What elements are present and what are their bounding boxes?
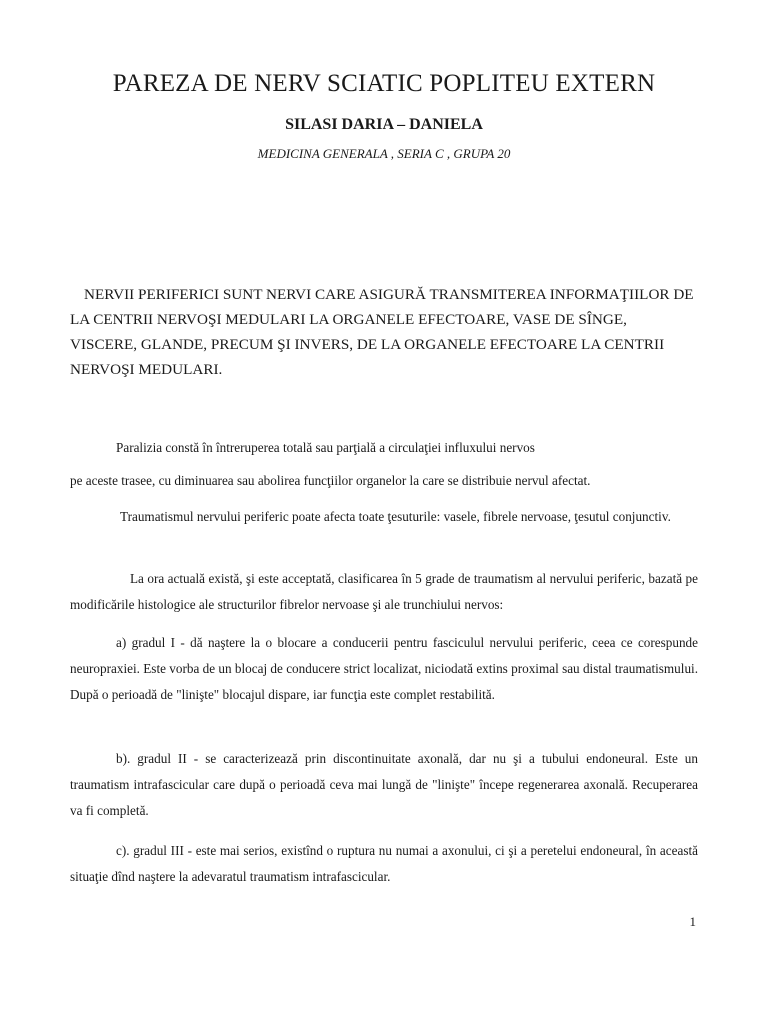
document-title: PAREZA DE NERV SCIATIC POPLITEU EXTERN (112, 70, 656, 97)
intro-line: VISCERE, GLANDE, PRECUM ŞI INVERS, DE LA ORGANELE EFECTOARE LA CENTRII (70, 336, 665, 353)
author-name: SILASI DARIA – DANIELA (285, 116, 483, 133)
intro-line: NERVII PERIFERICI SUNT NERVI CARE ASIGURĂ TRANSMITEREA INFORMAŢIILOR DE (84, 286, 694, 303)
page-number: 1 (689, 914, 696, 929)
intro-line: LA CENTRII NERVOŞI MEDULARI LA ORGANELE EFECTOARE, VASE DE SÎNGE, (70, 311, 627, 328)
body-paragraph: Traumatismul nervului periferic poate afecta toate ţesuturile: vasele, fibrele nervoase, ţesutul conjunctiv. (120, 509, 671, 524)
body-paragraph: La ora actuală există, şi este acceptată, clasificarea în 5 grade de traumatism al nervului periferic, bazată pe modificările histologice ale structurilor fibrelor nervoase şi ale trunchiului nervos: (70, 571, 698, 612)
author-affiliation: MEDICINA GENERALA , SERIA C , GRUPA 20 (257, 146, 511, 161)
body-paragraph: pe aceste trasee, cu diminuarea sau abolirea funcţiilor organelor la care se distribuie nervul afectat. (70, 473, 591, 488)
body-paragraph: b). gradul II - se caracterizează prin discontinuitate axonală, dar nu şi a tubului endoneural. Este un traumatism intrafascicular care după o perioadă ceva mai lungă de "linişte" începe regenerarea axonală. Recuperarea va fi completă. (70, 751, 698, 818)
intro-paragraph (70, 282, 710, 382)
intro-line: NERVOŞI MEDULARI. (70, 361, 223, 378)
body-paragraph: c). gradul III - este mai serios, existînd o ruptura nu numai a axonului, ci şi a peretelui endoneural, în această situaţie dînd naştere la adevaratul traumatism intrafascicular. (70, 843, 698, 884)
body-paragraph: Paralizia constă în întreruperea totală sau parţială a circulaţiei influxului nervos (116, 440, 535, 455)
body-paragraph: a) gradul I - dă naştere la o blocare a conducerii pentru fasciculul nervului periferic, ceea ce corespunde neuropraxiei. Este vorba de un blocaj de conducere strict localizat, niciodată extins proximal sau distal traumatismului. După o perioadă de "linişte" blocajul dispare, iar funcţia este complet restabilită. (70, 635, 698, 702)
